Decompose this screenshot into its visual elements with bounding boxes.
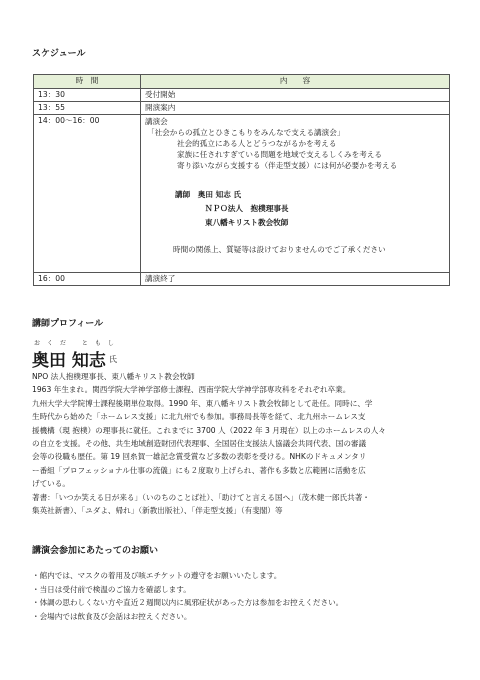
content-cell: 講演会 xyxy=(145,117,168,126)
time-cell: 14：00〜16：00 xyxy=(34,115,141,273)
content-column-header: 内 容 xyxy=(141,75,450,89)
profile-heading: 講師プロフィール xyxy=(32,319,104,329)
bio-line: 著書：「いつか笑える日が来る」（いのちのことば社）、「助けてと言える国へ」（茂木健一郎氏共著・ xyxy=(32,492,370,502)
speaker-affiliation-line: 東八幡キリスト教会牧師 xyxy=(205,218,289,227)
name-furigana: おくだ ともし xyxy=(34,340,121,347)
bio-line: 援機構（現 抱樸）の理事長に就任。これまでに 3700 人（2022 年 3 月現在）以上のホームレスの人々 xyxy=(32,425,386,435)
content-cell: 開演案内 xyxy=(141,102,450,115)
table-header-row xyxy=(34,75,450,89)
bio-line: 1963 年生まれ。関西学院大学神学部修士課程、西南学院大学神学部専攻科をそれぞれ卒業。 xyxy=(32,385,351,395)
bio-line: 九州大学大学院博士課程後期単位取得。1990 年、東八幡キリスト教会牧師として赴任。同時に、学 xyxy=(32,398,373,408)
time-cell: 13：55 xyxy=(34,102,141,115)
list-item: ・館内では、マスクの着用及び咳エチケットの遵守をお願いいたします。 xyxy=(32,571,282,580)
lecture-note: 時間の関係上、質疑等は設けておりませんのでご了承ください xyxy=(173,245,386,254)
time-cell: 16：00 xyxy=(34,273,141,286)
content-cell: 講演終了 xyxy=(141,273,450,286)
bio-line: ー番組「プロフェッショナル仕事の流儀」にも２度取り上げられ、著作も多数と広範囲に活動を広 xyxy=(32,465,366,475)
speaker-name: 奥田 知志 xyxy=(32,351,106,371)
table-row xyxy=(34,115,450,273)
bio-line: 会等の役職も歴任。第 19 回糸賀一雄記念賞受賞など多数の表彰を受ける。NHKのドキュメンタリ xyxy=(32,452,367,462)
bio-line: の自立を支援。その他、共生地域創造財団代表理事、全国居住支援法人協議会共同代表、国の審議 xyxy=(32,439,367,449)
time-cell: 13：30 xyxy=(34,89,141,102)
time-column-header: 時 間 xyxy=(34,75,141,89)
lecture-point: 社会的孤立にある人とどうつながるかを考える xyxy=(177,139,337,148)
lecture-point: 寄り添いながら支援する（伴走型支援）には何が必要かを考える xyxy=(177,161,398,170)
bio-line: NPO 法人抱樸理事長、東八幡キリスト教会牧師 xyxy=(32,372,195,381)
table-row xyxy=(34,102,450,115)
lecture-content-cell xyxy=(141,115,450,273)
content-cell: 受付開始 xyxy=(141,89,450,102)
schedule-heading: スケジュール xyxy=(32,49,86,59)
bio-line: 集英社新書）、「ユダよ、帰れ」（新教出版社）、「伴走型支援」（有斐閣）等 xyxy=(32,506,283,516)
speaker-biography xyxy=(32,370,452,517)
notes-list xyxy=(32,569,452,623)
list-item: ・体調の思わしくない方や直近２週間以内に風邪症状があった方は参加をお控えください。 xyxy=(32,598,344,608)
list-item: ・当日は受付前で検温のご協力を確認します。 xyxy=(32,584,191,594)
lecture-title: 「社会からの孤立とひきこもりをみんなで支える講演会」 xyxy=(147,128,345,137)
table-row xyxy=(34,89,450,102)
schedule-table xyxy=(33,74,450,286)
bio-line: 生時代から始めた「ホームレス支援」に北九州でも参加。事務局長等を経て、北九州ホームレス支 xyxy=(32,412,366,422)
speaker-affiliation-line: ＮＰＯ法人 抱樸理事長 xyxy=(205,204,289,213)
table-row xyxy=(34,273,450,286)
lecture-point: 家族に任されすぎている問題を地域で支えるしくみを考える xyxy=(177,150,383,159)
bio-line: げている。 xyxy=(32,479,70,489)
list-item: ・会場内では飲食及び会話はお控えください。 xyxy=(32,611,192,621)
speaker-name-line: 講師 奥田 知志 氏 xyxy=(175,190,242,199)
notes-heading: 講演会参加にあたってのお願い xyxy=(32,546,159,556)
name-honorific: 氏 xyxy=(109,355,117,364)
